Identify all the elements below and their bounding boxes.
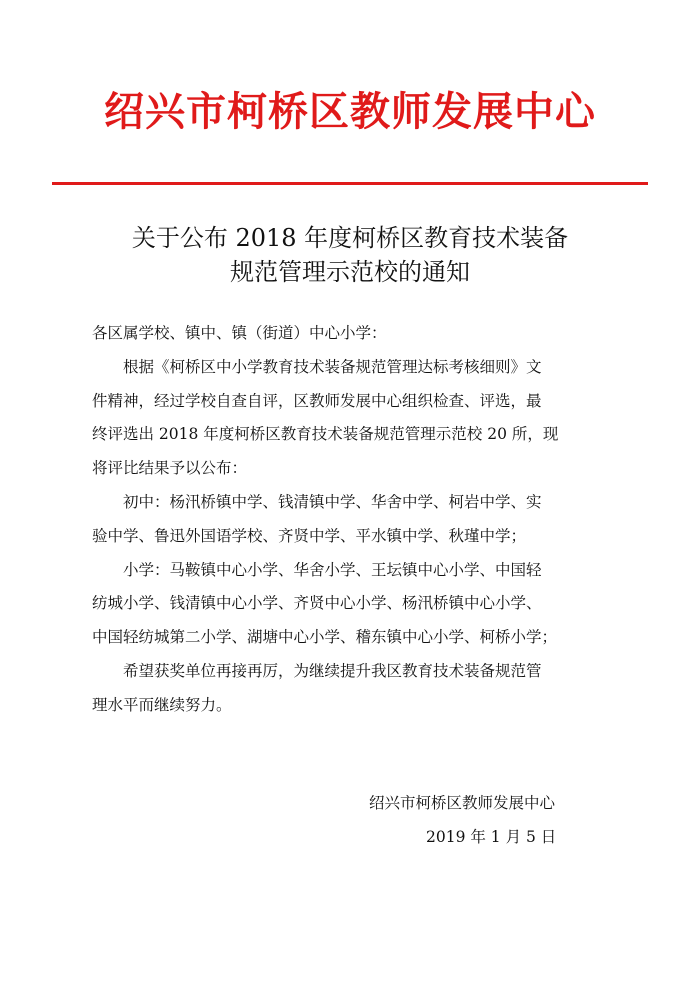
- masthead-title: 绍兴市柯桥区教师发展中心: [104, 88, 596, 135]
- salutation: 各区属学校、镇中、镇（街道）中心小学：: [92, 324, 387, 342]
- paragraph-line: 小学：马鞍镇中心小学、华舍小学、王坛镇中心小学、中国轻: [123, 560, 542, 579]
- paragraph-announcement: [92, 351, 612, 486]
- paragraph-middle-schools: [92, 486, 612, 554]
- document-body: [92, 317, 612, 723]
- masthead-red-rule: [52, 182, 648, 185]
- signature-organization: 绍兴市柯桥区教师发展中心: [369, 794, 556, 812]
- paragraph-line: 希望获奖单位再接再厉，为继续提升我区教育技术装备规范管: [123, 661, 542, 680]
- paragraph-line: 件精神，经过学校自查自评，区教师发展中心组织检查、评选，最: [92, 391, 542, 410]
- document-title: [0, 221, 700, 289]
- paragraph-line: 初中：杨汛桥镇中学、钱清镇中学、华舍中学、柯岩中学、实: [123, 492, 542, 511]
- document-title-line-2: 规范管理示范校的通知: [230, 258, 470, 286]
- paragraph-line: 终评选出 2018 年度柯桥区教育技术装备规范管理示范校 20 所，现: [92, 425, 559, 444]
- signature-date: 2019 年 1 月 5 日: [426, 828, 557, 846]
- document-title-line-1: 关于公布 2018 年度柯桥区教育技术装备: [131, 224, 569, 252]
- paragraph-line: 中国轻纺城第二小学、湖塘中心小学、稽东镇中心小学、柯桥小学；: [92, 628, 558, 647]
- paragraph-primary-schools: [92, 554, 612, 655]
- paragraph-closing: [92, 655, 612, 723]
- paragraph-line: 根据《柯桥区中小学教育技术装备规范管理达标考核细则》文: [123, 357, 542, 376]
- paragraph-line: 将评比结果予以公布：: [92, 459, 248, 478]
- paragraph-line: 理水平而继续努力。: [92, 695, 232, 714]
- paragraph-line: 纺城小学、钱清镇中心小学、齐贤中心小学、杨汛桥镇中心小学、: [92, 594, 542, 613]
- paragraph-line: 验中学、鲁迅外国语学校、齐贤中学、平水镇中学、秋瑾中学；: [92, 526, 527, 545]
